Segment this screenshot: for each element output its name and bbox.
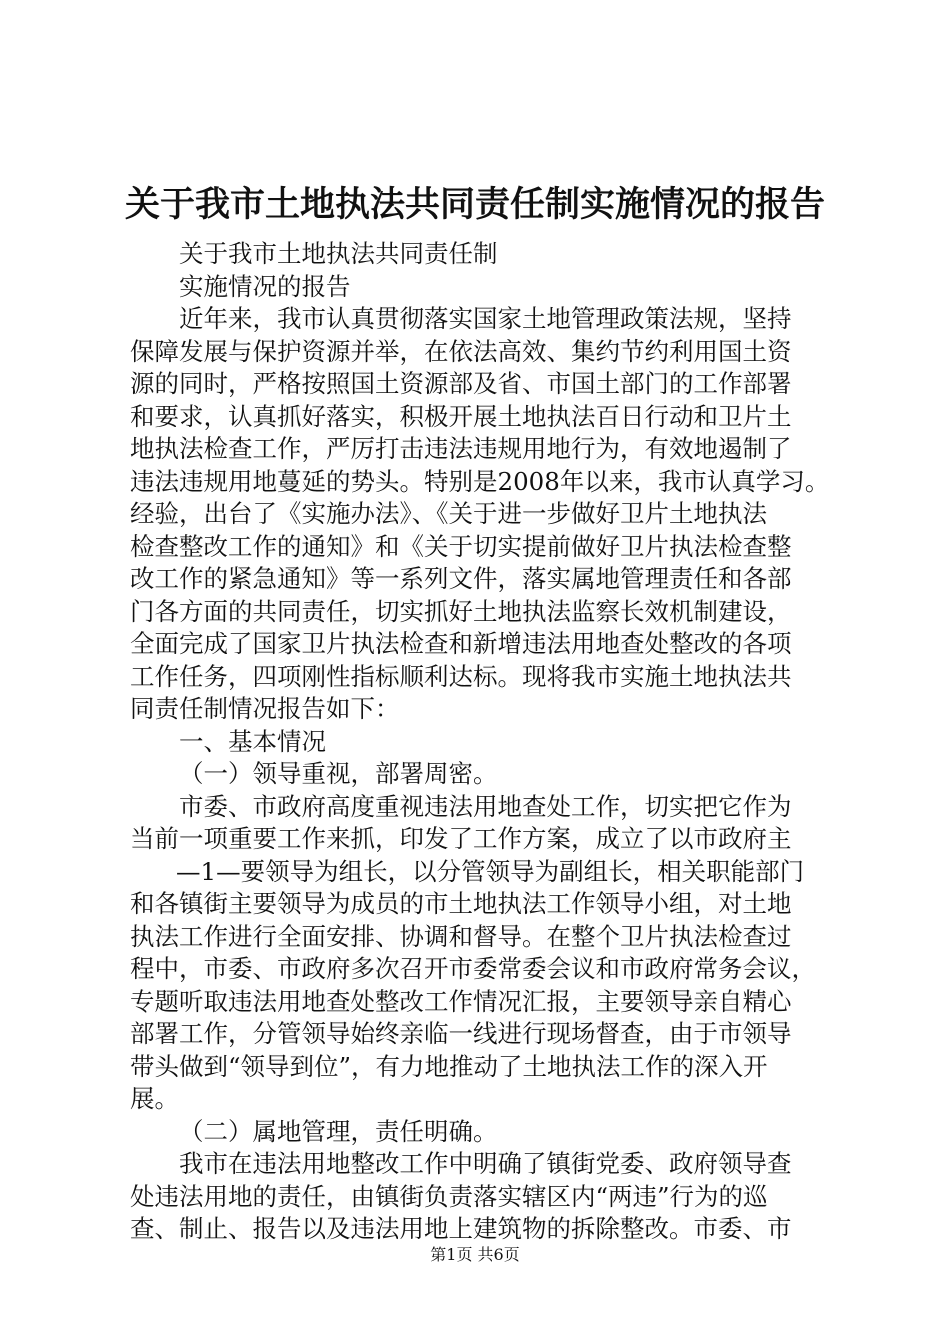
paragraph-line: 展。: [130, 1084, 179, 1113]
paragraph-line: 市委、市政府高度重视违法用地查处工作，切实把它作为: [179, 791, 792, 821]
paragraph-line: 带头做到“领导到位”，有力地推动了土地执法工作的深入开: [130, 1051, 768, 1081]
paragraph-line: 保障发展与保护资源并举，在依法高效、集约节约利用国土资: [130, 336, 792, 366]
paragraph-line: 经验，出台了《实施办法》、《关于进一步做好卫片土地执法: [130, 499, 767, 528]
section-heading: 一、基本情况: [179, 726, 326, 756]
paragraph-line: 和要求，认真抓好落实，积极开展土地执法百日行动和卫片土: [130, 401, 792, 431]
paragraph-line: 程中，市委、市政府多次召开市委常委会议和市政府常务会议，: [130, 954, 816, 983]
paragraph-line: 和各镇街主要领导为成员的市土地执法工作领导小组，对土地: [130, 889, 792, 918]
paragraph-line: 违法违规用地蔓延的势头。特别是2008年以来，我市认真学习。: [130, 466, 830, 496]
paragraph-line: 同责任制情况报告如下：: [130, 694, 400, 723]
subtitle-line: 关于我市土地执法共同责任制: [179, 239, 498, 268]
paragraph-line: 工作任务，四项刚性指标顺利达标。现将我市实施土地执法共: [130, 661, 792, 691]
page-footer: 第1页 共6页: [430, 1245, 520, 1264]
subtitle-line: 实施情况的报告: [179, 271, 351, 301]
paragraph-line-with-page-marker: —1—要领导为组长，以分管领导为副组长，相关职能部门: [176, 856, 805, 886]
paragraph-line: 地执法检查工作，严厉打击违法违规用地行为，有效地遏制了: [130, 434, 792, 463]
paragraph-line: 全面完成了国家卫片执法检查和新增违法用地查处整改的各项: [130, 629, 792, 658]
paragraph-line: 查、制止、报告以及违法用地上建筑物的拆除整改。市委、市: [130, 1214, 792, 1243]
paragraph-line: 执法工作进行全面安排、协调和督导。在整个卫片执法检查过: [130, 921, 792, 951]
subsection-heading: （二）属地管理，责任明确。: [179, 1116, 498, 1146]
document-title: 关于我市土地执法共同责任制实施情况的报告: [124, 184, 825, 225]
paragraph-line: 门各方面的共同责任，切实抓好土地执法监察长效机制建设，: [130, 596, 792, 626]
paragraph-line: 我市在违法用地整改工作中明确了镇街党委、政府领导查: [179, 1149, 792, 1178]
subsection-heading: （一）领导重视，部署周密。: [179, 759, 498, 788]
paragraph-line: 源的同时，严格按照国土资源部及省、市国土部门的工作部署: [130, 369, 792, 398]
document-body: [130, 238, 832, 1246]
paragraph-line: 改工作的紧急通知》等一系列文件，落实属地管理责任和各部: [130, 564, 792, 593]
paragraph-line: 部署工作，分管领导始终亲临一线进行现场督查，由于市领导: [130, 1019, 792, 1048]
paragraph-line: 处违法用地的责任，由镇街负责落实辖区内“两违”行为的巡: [130, 1181, 768, 1211]
paragraph-line: 检查整改工作的通知》和《关于切实提前做好卫片执法检查整: [130, 531, 792, 561]
paragraph-line: 当前一项重要工作来抓，印发了工作方案，成立了以市政府主: [130, 824, 792, 853]
paragraph-line: 近年来，我市认真贯彻落实国家土地管理政策法规，坚持: [179, 304, 792, 333]
paragraph-line: 专题听取违法用地查处整改工作情况汇报，主要领导亲自精心: [130, 986, 792, 1016]
